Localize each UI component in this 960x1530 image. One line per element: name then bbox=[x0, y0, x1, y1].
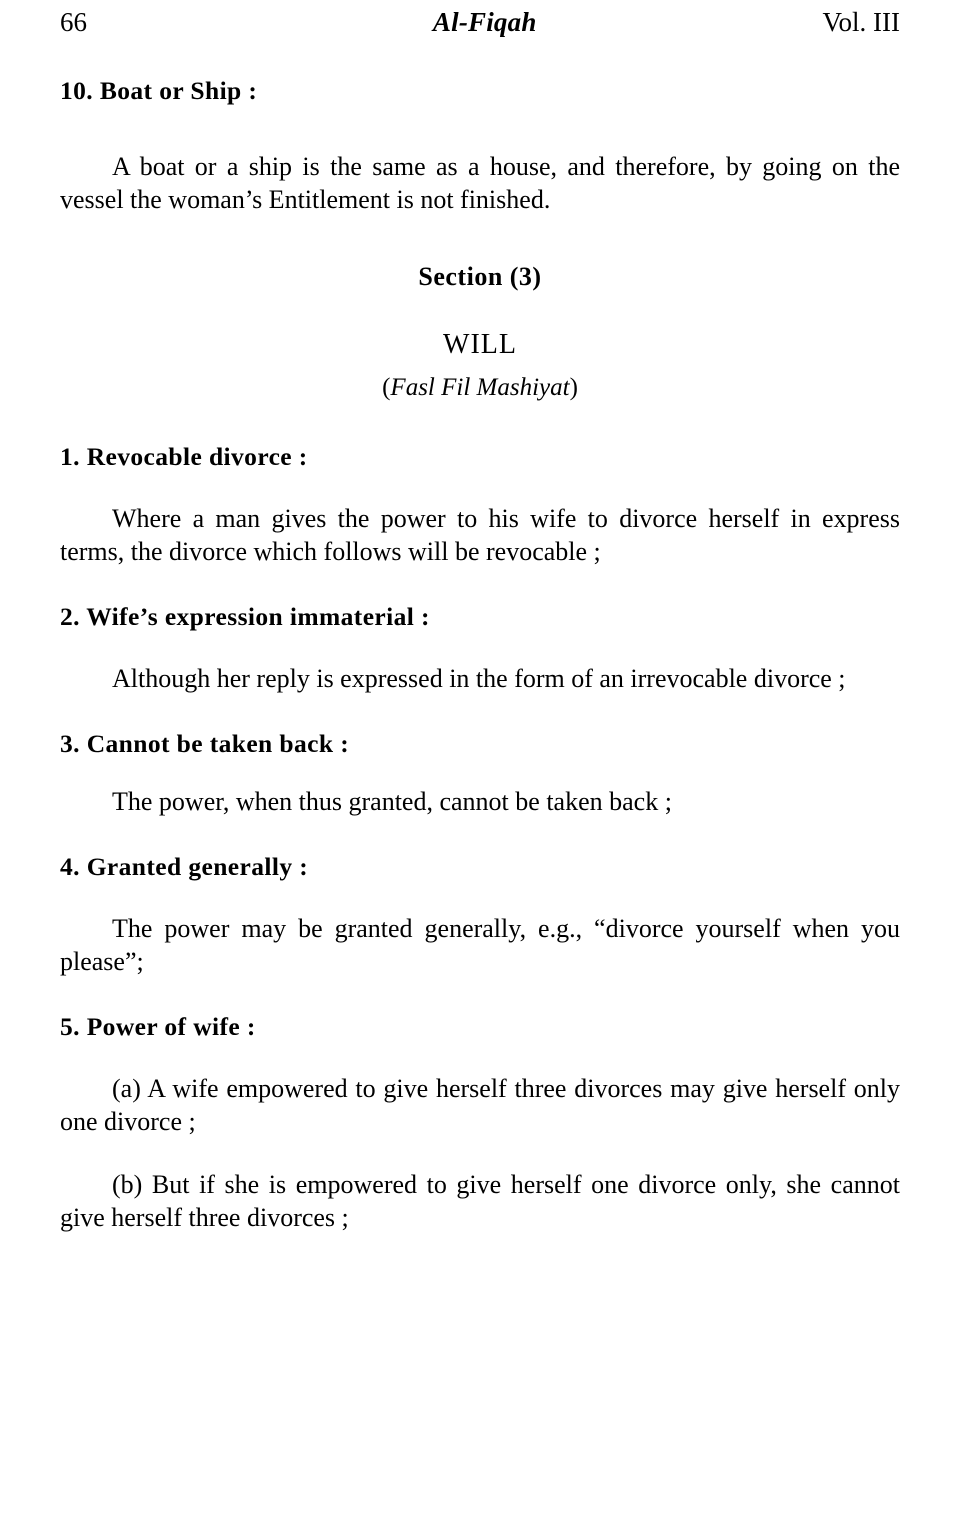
will-title: WILL bbox=[443, 328, 517, 360]
paragraph-item-5a bbox=[60, 1072, 900, 1138]
page-number: 66 bbox=[60, 7, 87, 37]
paragraph-item-2 bbox=[60, 662, 900, 695]
heading-item-10: 10. Boat or Ship : bbox=[60, 75, 258, 105]
paragraph-item-1 bbox=[60, 502, 900, 568]
paragraph-item-10-text: A boat or a ship is the same as a house, and therefore, by going on the vessel the woman’s Entitlement is not finished. bbox=[60, 151, 900, 214]
heading-item-1: 1. Revocable divorce : bbox=[60, 442, 308, 472]
paragraph-item-5a-text: (a) A wife empowered to give herself three divorces may give herself only one divorce ; bbox=[60, 1074, 900, 1137]
will-subtitle bbox=[60, 372, 900, 404]
heading-item-5: 5. Power of wife : bbox=[60, 1012, 256, 1042]
paragraph-item-3-text: The power, when thus granted, cannot be taken back ; bbox=[112, 787, 672, 817]
paragraph-item-10 bbox=[60, 150, 900, 216]
paragraph-item-4-text: The power may be granted generally, e.g., “divorce yourself when you please”; bbox=[60, 914, 900, 977]
heading-item-3: 3. Cannot be taken back : bbox=[60, 729, 350, 759]
paragraph-item-3 bbox=[60, 785, 900, 818]
paragraph-item-5b-text: (b) But if she is empowered to give herself one divorce only, she cannot give herself three divorces ; bbox=[60, 1170, 900, 1233]
will-subtitle-open: ( bbox=[382, 374, 391, 402]
paragraph-item-5b bbox=[60, 1168, 900, 1234]
heading-item-2: 2. Wife’s expression immaterial : bbox=[60, 602, 430, 632]
will-subtitle-close: ) bbox=[569, 374, 578, 402]
paragraph-item-1-text: Where a man gives the power to his wife to divorce herself in express terms, the divorce which follows will be revocable ; bbox=[60, 504, 900, 567]
section-label: Section (3) bbox=[418, 261, 542, 291]
book-title: Al-Fiqah bbox=[432, 7, 537, 37]
paragraph-item-2-text: Although her reply is expressed in the form of an irrevocable divorce ; bbox=[112, 664, 846, 694]
heading-item-4: 4. Granted generally : bbox=[60, 852, 309, 882]
volume-label: Vol. III bbox=[822, 7, 900, 37]
paragraph-item-4 bbox=[60, 912, 900, 978]
page-content bbox=[60, 0, 900, 1234]
running-head bbox=[60, 8, 900, 38]
will-subtitle-italic: Fasl Fil Mashiyat bbox=[390, 374, 570, 402]
